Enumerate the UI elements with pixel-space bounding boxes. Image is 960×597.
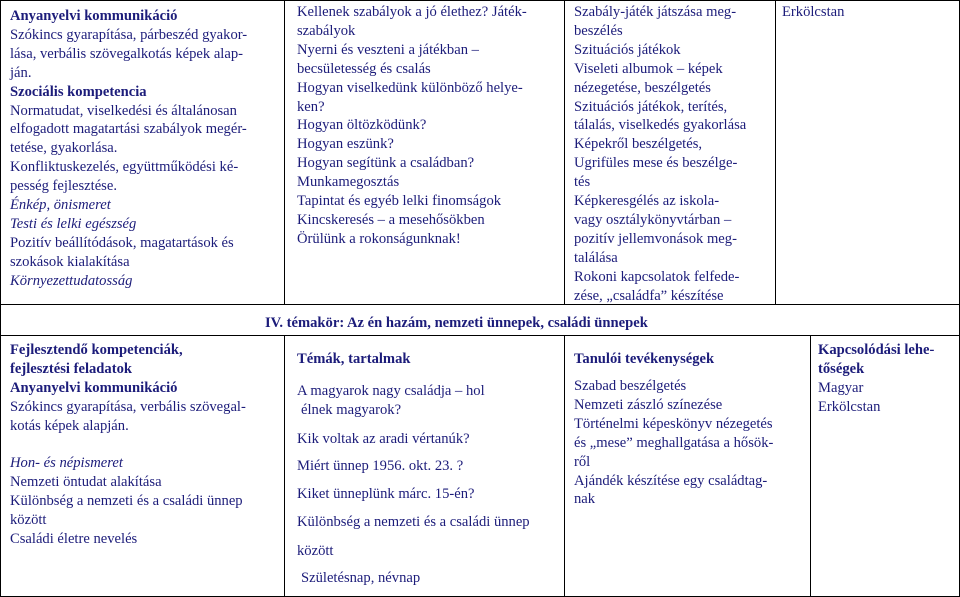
activity-line: Rokoni kapcsolatok felfede- [574,268,740,285]
topic-line: Munkamegosztás [297,174,400,191]
competency-line: elfogadott magatartási szabályok megér- [10,121,247,138]
activity-line: találása [574,249,618,266]
topic-line: Kellenek szabályok a jó élethez? Játék- [297,4,527,20]
activity-line: tálalás, viselkedés gyakorlása [574,117,747,134]
bottom-table-top-border [0,335,960,336]
competency-line: Szociális kompetencia [10,83,147,100]
table-top-border [0,0,960,1]
connections-header [818,341,958,379]
topics-header: Témák, tartalmak [297,351,411,367]
competency-line: Anyanyelvi kommunikáció [10,379,178,396]
competency-line: Anyanyelvi kommunikáció [10,8,178,24]
activity-line: és „mese” meghallgatása a hősök- [574,434,774,451]
competency-line: tetése, gyakorlása. [10,140,118,157]
activity-line: zése, „családfa” készítése [574,287,724,304]
competency-line: Konfliktuskezelés, együttműködési ké- [10,159,239,176]
topic-line: Kincskeresés – a mesehősökben [297,211,485,228]
divider-2b [564,335,565,597]
topic-line: élnek magyarok? [301,402,402,418]
divider-1 [284,0,285,304]
connections-header-line-2: tőségek [818,360,865,377]
connection-line: Erkölcstan [818,398,881,415]
competency-line: Környezettudatosság [10,272,133,289]
competency-line: Énkép, önismeret [10,197,111,214]
topic-line: becsületesség és csalás [297,60,431,77]
activity-line: Szituációs játékok, terítés, [574,98,728,115]
competency-line: Pozitív beállítódások, magatartások és [10,234,234,251]
competency-line: lása, verbális szövegalkotás képek alap- [10,45,244,62]
activity-line: Viseleti albumok – képek [574,60,723,77]
activity-line: Történelmi képeskönyv nézegetés [574,415,773,432]
connection-line: Erkölcstan [782,4,845,20]
activity-line: Képekről beszélgetés, [574,136,703,153]
competency-line: Szókincs gyarapítása, verbális szövegal- [10,398,246,415]
activity-line: beszélés [574,22,623,39]
activity-line: Nemzeti zászló színezése [574,396,723,413]
competency-line: Családi életre nevelés [10,531,138,548]
competency-line: Normatudat, viselkedési és általánosan [10,102,237,119]
divider-2 [564,0,565,304]
top-connections-cell [782,3,957,22]
competency-line: kotás képek alapján. [10,417,129,434]
top-table-bottom-border [0,304,960,305]
competency-line: fejlesztési feladatok [10,360,132,377]
activity-line: nak [574,491,596,508]
activity-line: Ugrifüles mese és beszélge- [574,155,738,172]
divider-3 [775,0,776,304]
topic-line: Hogyan segítünk a családban? [297,155,475,172]
top-activities-cell [574,3,774,306]
activity-line: vagy osztálykönyvtárban – [574,211,732,228]
activity-line: pozitív jellemvonások meg- [574,230,737,247]
topic-line: ken? [297,98,325,115]
competency-line: között [10,512,47,529]
topic-line: Miért ünnep 1956. okt. 23. ? [297,458,464,474]
competency-line: Különbség a nemzeti és a családi ünnep [10,493,243,510]
topic-line: Tapintat és egyéb lelki finomságok [297,193,502,210]
activity-line: Képkeresgélés az iskola- [574,193,720,210]
divider-3b [810,335,811,597]
topic-line: Nyerni és veszteni a játékban – [297,41,479,58]
activity-line: Szabad beszélgetés [574,378,687,394]
topic-line: Örülünk a rokonságunknak! [297,230,461,247]
activity-line: nézegetése, beszélgetés [574,79,711,96]
topic-line: Különbség a nemzeti és a családi ünnep [297,514,530,530]
competency-line: Szókincs gyarapítása, párbeszéd gyakor- [10,26,248,43]
connection-line: Magyar [818,380,864,396]
topic-line: Kiket ünneplünk márc. 15-én? [297,486,475,502]
border-left [0,0,1,597]
bottom-competencies-cell [10,341,282,549]
activity-line: Ajándék készítése egy családtag- [574,472,768,489]
topic-line: Születésnap, névnap [301,570,421,586]
topic-line: szabályok [297,22,356,39]
competency-line: Testi és lelki egészség [10,215,137,232]
divider-1b [284,335,285,597]
topic-line: Hogyan viselkedünk különböző helye- [297,79,523,96]
topic-line: Kik voltak az aradi vértanúk? [297,431,470,447]
competency-line: pesség fejlesztése. [10,178,117,195]
activity-line: tés [574,174,591,191]
topic-line: Hogyan eszünk? [297,136,394,153]
activity-line: ről [574,453,591,470]
section-title: IV. témakör: Az én hazám, nemzeti ünnepek, családi ünnepek [265,315,648,331]
competency-line [10,436,282,455]
competency-line: Nemzeti öntudat alakítása [10,474,162,491]
activities-header: Tanulói tevékenységek [574,351,715,367]
connections-header-line-1: Kapcsolódási lehe- [818,342,935,358]
competency-line: Hon- és népismeret [10,455,123,472]
top-competencies-cell [10,7,282,291]
topic-line: Hogyan öltözködünk? [297,117,427,134]
competency-line: Fejlesztendő kompetenciák, [10,342,183,358]
competency-line: ján. [10,64,32,81]
activity-line: Szituációs játékok [574,41,681,58]
topic-line: A magyarok nagy családja – hol [297,383,485,399]
competency-line: szokások kialakítása [10,253,130,270]
activity-line: Szabály-játék játszása meg- [574,4,737,20]
topic-line: között [297,543,334,559]
top-topics-cell [297,3,562,249]
bottom-activities-cell [574,377,804,509]
bottom-connections-cell [818,379,958,417]
